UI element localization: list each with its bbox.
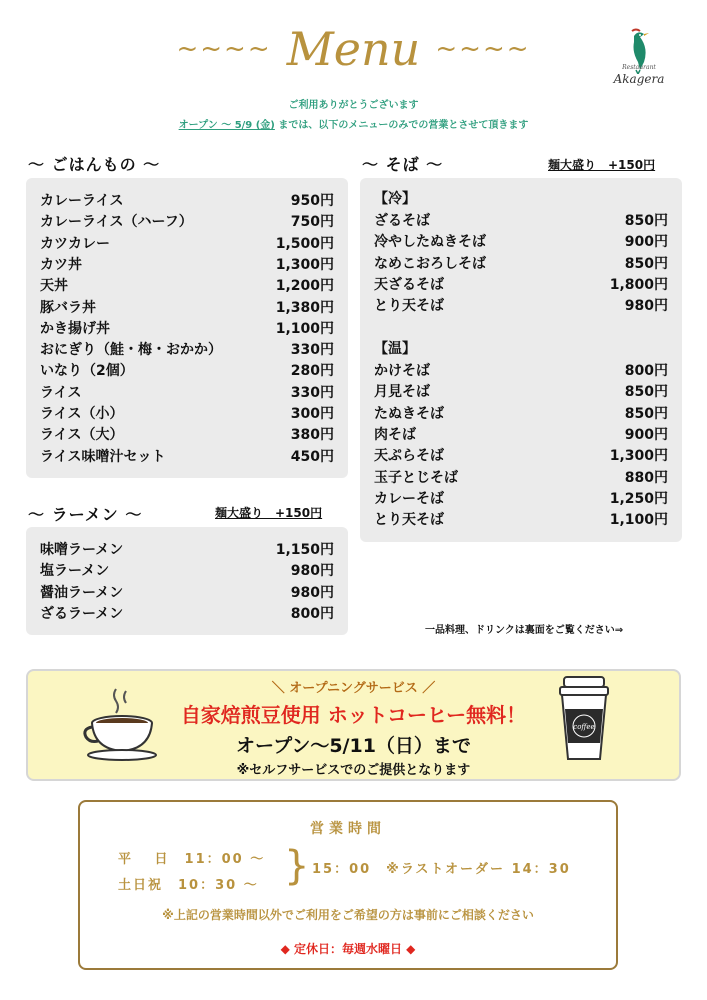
promo-period: オープン～5/11（日）まで: [236, 735, 471, 757]
menu-item: [40, 539, 334, 560]
menu-item-price: 950円: [290, 193, 334, 209]
menu-item: [40, 446, 334, 467]
menu-item-price: 980円: [290, 584, 334, 601]
menu-item: [374, 445, 668, 466]
menu-item-price: 900円: [624, 234, 668, 251]
menu-item-price: 850円: [624, 384, 668, 401]
menu-item-name: なめこおろしそば: [374, 255, 486, 272]
menu-item-name: ライス: [40, 384, 82, 401]
menu-item: [40, 560, 334, 581]
menu-item-name: 味噌ラーメン: [40, 542, 124, 558]
promo-self-service-note: ※セルフサービスでのご提供となります: [236, 763, 471, 778]
menu-item-name: カツ丼: [40, 256, 82, 273]
gohan-menu-box: [26, 178, 348, 478]
hours-advance-note: ※上記の営業時間以外でご利用をご希望の方は事前にご相談ください: [162, 908, 534, 922]
menu-item-price: 1,250円: [609, 490, 668, 507]
menu-item-name: ざるラーメン: [40, 605, 124, 622]
page-title: Menu: [286, 22, 421, 76]
menu-item: [40, 254, 334, 275]
logo-name: Akagera: [613, 72, 665, 86]
menu-item-price: 980円: [624, 298, 668, 315]
hours-brace: }: [284, 843, 310, 889]
intro-notice-rest: までは、以下のメニューのみでの営業とさせて頂きます: [274, 120, 529, 131]
menu-item-name: 豚バラ丼: [40, 299, 96, 316]
menu-item-price: 300円: [290, 406, 334, 422]
promo-free-coffee: 自家焙煎豆使用 ホットコーヒー無料！: [180, 703, 527, 727]
intro-thanks: ご利用ありがとうございます: [288, 100, 419, 111]
menu-item-price: 280円: [290, 363, 334, 380]
soba-large-extra: 麺大盛り +150円: [548, 158, 656, 172]
menu-item: [374, 424, 668, 445]
menu-item: [40, 318, 334, 339]
menu-item-name: 冷やしたぬきそば: [374, 234, 486, 251]
menu-item-price: 800円: [624, 363, 668, 379]
drink-note: 一品料理、ドリンクは裏面をご覧ください⇒: [425, 625, 624, 636]
takeout-cup-icon: [554, 675, 614, 763]
menu-item-price: 850円: [624, 255, 668, 272]
soba-cold-label: 【冷】: [374, 191, 416, 207]
menu-item: [374, 360, 668, 381]
soba-hot-label: 【温】: [374, 341, 416, 357]
menu-item-name: 醤油ラーメン: [40, 584, 124, 601]
promo-top-label: ＼ オープニングサービス ／: [271, 681, 436, 696]
menu-item-name: たぬきそば: [374, 405, 444, 422]
menu-item: [40, 211, 334, 232]
menu-item-price: 450円: [290, 448, 334, 465]
intro-open-period: オープン ～ 5/9 (金): [178, 120, 275, 131]
menu-item-price: 850円: [624, 405, 668, 422]
restaurant-logo: [604, 28, 674, 90]
menu-item-price: 1,500円: [275, 235, 334, 252]
menu-item-name: カツカレー: [40, 235, 110, 252]
hours-end-lastorder: 15：00 ※ラストオーダー 14：30: [312, 862, 571, 877]
menu-item: [40, 382, 334, 403]
menu-item-name: いなり（2個）: [40, 363, 134, 380]
title-deco-left: ~~~~: [176, 34, 272, 64]
menu-item-price: 880円: [624, 469, 668, 486]
menu-item: [374, 403, 668, 424]
menu-item-name: 玉子とじそば: [374, 469, 458, 486]
menu-item-price: 900円: [624, 426, 668, 443]
menu-item-price: 1,300円: [275, 256, 334, 273]
menu-item-price: 330円: [290, 384, 334, 401]
menu-item-name: 肉そば: [374, 426, 416, 443]
menu-item-price: 1,800円: [609, 276, 668, 293]
menu-item-name: 天ぷらそば: [374, 448, 444, 465]
menu-item-price: 1,100円: [275, 320, 334, 337]
menu-item: [40, 582, 334, 603]
gohan-heading: ～ ごはんもの ～: [28, 155, 161, 174]
menu-item-price: 1,200円: [275, 278, 334, 295]
menu-item: [40, 339, 334, 360]
closed-day: ◆ 定休日：毎週水曜日 ◆: [280, 942, 416, 956]
menu-item-price: 380円: [290, 427, 334, 444]
menu-item-name: ライス（大）: [40, 427, 124, 444]
menu-item-price: 1,150円: [275, 542, 334, 558]
menu-item-price: 1,100円: [609, 512, 668, 529]
menu-item-name: ざるそば: [374, 213, 430, 229]
menu-item-price: 1,300円: [609, 448, 668, 465]
menu-item-name: 天丼: [40, 278, 68, 295]
menu-item: [40, 275, 334, 296]
menu-item-name: かけそば: [374, 363, 430, 379]
opening-service-banner: [26, 669, 681, 781]
menu-item-name: かき揚げ丼: [40, 320, 110, 337]
menu-item-price: 980円: [290, 563, 334, 580]
menu-item: [374, 274, 668, 295]
menu-item-name: ライス味噌汁セット: [40, 448, 166, 465]
title-deco-right: ~~~~: [435, 34, 531, 64]
menu-item-name: ライス（小）: [40, 406, 124, 422]
takeout-cup-label: coffee: [573, 723, 595, 731]
menu-item-name: 塩ラーメン: [40, 563, 110, 580]
menu-item: [374, 231, 668, 252]
ramen-heading: ～ ラーメン ～: [28, 505, 143, 524]
soba-heading: ～ そば ～: [362, 155, 444, 174]
menu-item: [40, 233, 334, 254]
logo-script: Restaurant: [622, 64, 656, 71]
menu-item: [374, 467, 668, 488]
menu-item-price: 800円: [290, 605, 334, 622]
menu-item-name: おにぎり（鮭・梅・おかか）: [40, 342, 222, 359]
menu-item-price: 850円: [624, 213, 668, 229]
menu-item-name: とり天そば: [374, 512, 444, 529]
menu-item-price: 750円: [290, 214, 334, 231]
menu-item: [374, 488, 668, 509]
hours-weekday: 平 日 11：00 ～: [118, 852, 266, 867]
menu-item: [374, 210, 668, 231]
menu-item-name: 月見そば: [374, 384, 430, 401]
menu-item: [374, 253, 668, 274]
menu-item: [40, 424, 334, 445]
menu-item: [374, 295, 668, 316]
menu-item: [40, 190, 334, 211]
menu-item-name: カレーライス（ハーフ）: [40, 214, 193, 231]
ramen-menu-box: [26, 527, 348, 635]
menu-item: [40, 403, 334, 424]
menu-item-name: とり天そば: [374, 298, 444, 315]
hours-title: 営業時間: [310, 821, 386, 837]
intro-notice: [0, 116, 707, 131]
business-hours-box: [78, 800, 618, 970]
menu-item: [374, 509, 668, 530]
menu-item-name: カレーそば: [374, 490, 444, 507]
menu-title-row: [0, 22, 707, 92]
menu-item: [374, 381, 668, 402]
menu-item: [40, 360, 334, 381]
ramen-large-extra: 麺大盛り +150円: [215, 506, 323, 520]
hours-weekend: 土日祝 10：30 ～: [118, 878, 259, 893]
menu-item-price: 1,380円: [275, 299, 334, 316]
menu-item-price: 330円: [290, 342, 334, 359]
menu-item: [40, 297, 334, 318]
menu-item-name: カレーライス: [40, 193, 124, 209]
menu-item: [40, 603, 334, 624]
soba-menu-box: [360, 178, 682, 542]
menu-item-name: 天ざるそば: [374, 276, 444, 293]
